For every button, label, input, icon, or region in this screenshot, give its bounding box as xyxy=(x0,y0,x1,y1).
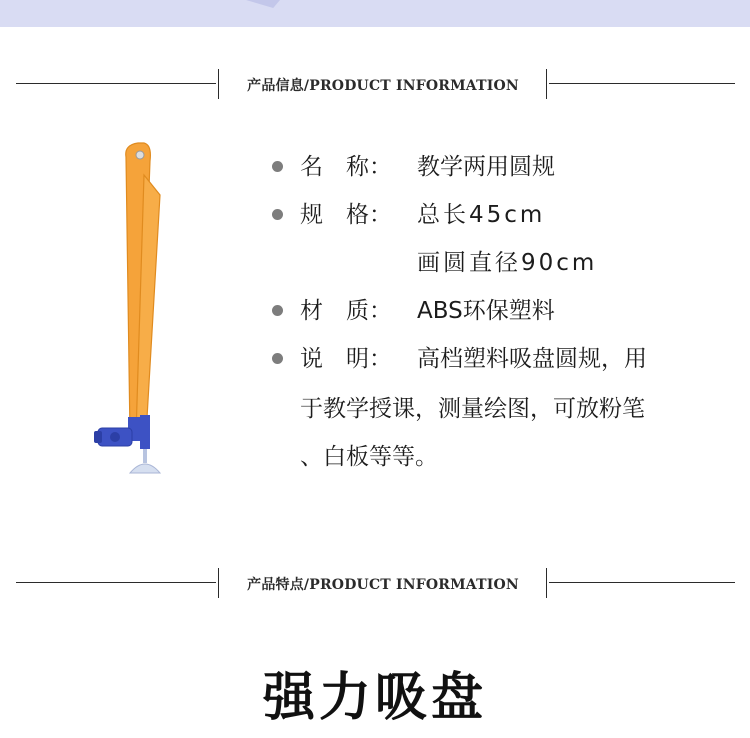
spec-value-length: 总长45cm xyxy=(417,202,546,228)
product-features-title: 产品特点/PRODUCT INFORMATION xyxy=(247,577,519,593)
header-rule-right xyxy=(549,83,735,84)
spec-label-desc: 说 明： xyxy=(300,346,392,372)
header-rule-left xyxy=(16,582,216,583)
spec-value-diameter: 画圆直径90cm xyxy=(417,250,598,276)
header-bar-right xyxy=(546,69,547,99)
gray-dot-icon xyxy=(272,161,283,172)
banner-notch xyxy=(246,0,280,8)
spec-desc-line-2: 于教学授课，测量绘图，可放粉笔 xyxy=(300,396,645,422)
spec-value-material: ABS环保塑料 xyxy=(417,298,555,324)
gray-dot-icon xyxy=(272,353,283,364)
header-rule-left xyxy=(16,83,216,84)
header-bar-right xyxy=(546,568,547,598)
gray-dot-icon xyxy=(272,305,283,316)
header-bar-left xyxy=(218,69,219,99)
spec-desc-line-3: 、白板等等。 xyxy=(300,444,438,470)
product-features-header xyxy=(0,568,750,598)
feature-heading: 强力吸盘 xyxy=(262,668,487,728)
gray-dot-icon xyxy=(272,209,283,220)
spec-label-size: 规 格： xyxy=(300,202,392,228)
compass-product-image xyxy=(80,135,200,485)
spec-value-name: 教学两用圆规 xyxy=(417,154,555,180)
spec-label-name: 名 称： xyxy=(300,154,392,180)
product-info-header xyxy=(0,69,750,99)
spec-label-material: 材 质： xyxy=(300,298,392,324)
spec-desc-line-1: 高档塑料吸盘圆规，用 xyxy=(417,346,647,372)
header-bar-left xyxy=(218,568,219,598)
header-rule-right xyxy=(549,582,735,583)
product-info-title: 产品信息/PRODUCT INFORMATION xyxy=(247,78,519,94)
top-banner-strip xyxy=(0,0,750,27)
